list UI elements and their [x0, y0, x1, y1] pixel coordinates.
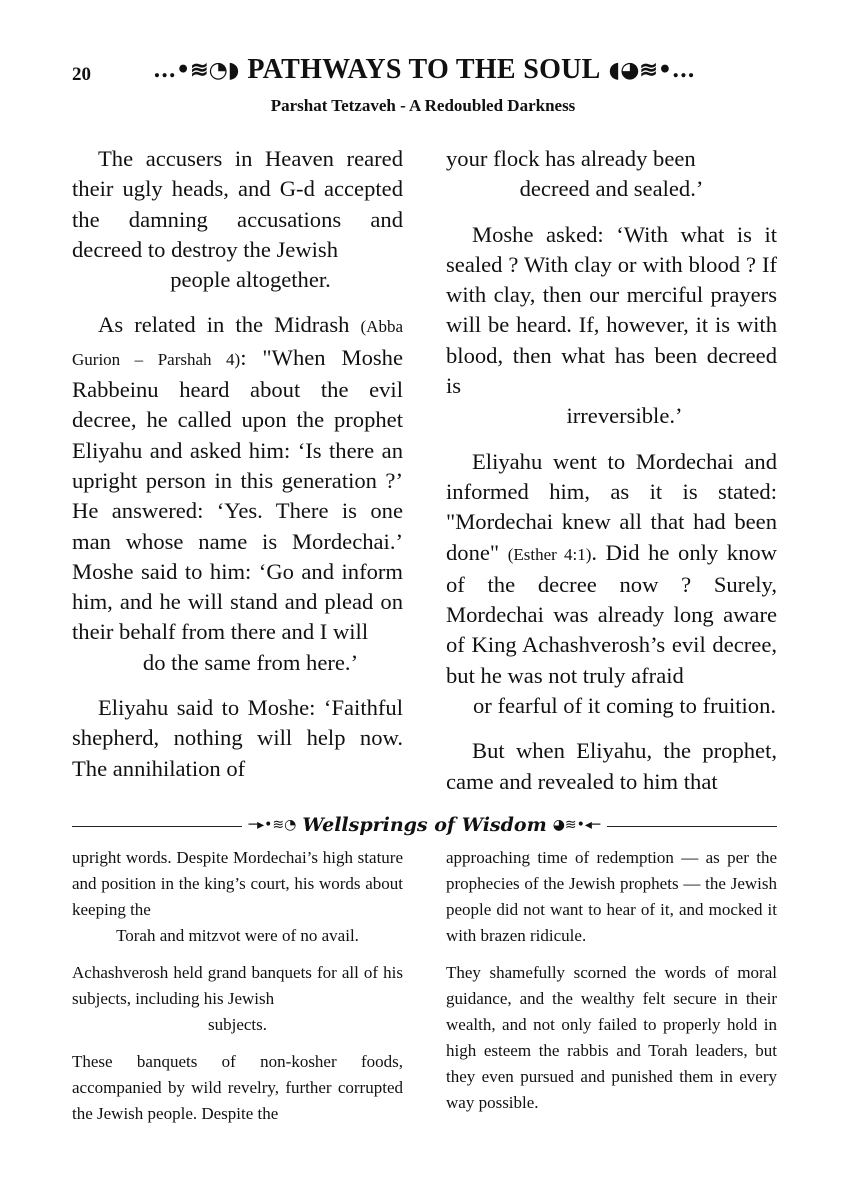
source-reference: (Abba Gurion – Parshah 4)	[72, 317, 403, 369]
paragraph-last-line: decreed and sealed.’	[519, 176, 704, 202]
wellsprings-right-column	[446, 845, 777, 1127]
paragraph-last-line: or fearful of it coming to fruition.	[472, 693, 777, 719]
ornament-right-icon: ◕≋•◂─	[552, 817, 601, 833]
main-text-right-column	[446, 144, 777, 812]
paragraph-text: your flock has already been	[446, 146, 696, 171]
paragraph	[446, 960, 777, 1116]
ornament-left-icon: ─▸•≋◔	[248, 817, 297, 833]
paragraph	[446, 736, 777, 797]
paragraph-text: Achashverosh held grand banquets for all of his subjects, including his Jewish	[72, 963, 403, 1008]
paragraph	[446, 447, 777, 722]
paragraph-text: As related in the Midrash	[98, 312, 361, 338]
paragraph-last-line: Torah and mitzvot were of no avail.	[116, 926, 359, 945]
wellsprings-left-column	[72, 845, 403, 1138]
paragraph-text: upright words. Despite Mordechai’s high stature and position in the king’s court, his words about keeping the	[72, 848, 403, 919]
wellsprings-title: Wellsprings of Wisdom	[302, 814, 547, 836]
chapter-subtitle: Parshat Tetzaveh - A Redoubled Darkness	[270, 96, 576, 115]
wellsprings-divider	[72, 810, 777, 840]
divider-rule-left	[72, 826, 242, 827]
divider-rule-right	[607, 826, 777, 827]
paragraph	[446, 144, 777, 205]
source-reference: (Esther 4:1)	[507, 544, 592, 564]
paragraph-text: approaching time of redemption — as per the prophecies of the Jewish prophets — the Jewish people did not want to hear of it, and mocked it with brazen ridicule.	[446, 848, 777, 945]
running-title	[132, 50, 716, 90]
paragraph-last-line: subjects.	[207, 1015, 268, 1034]
book-title: PATHWAYS TO THE SOUL	[247, 54, 601, 85]
paragraph	[72, 693, 403, 784]
paragraph-text: : "When Moshe Rabbeinu heard about the evil decree, he called upon the prophet Eliyahu and asked him: ‘Is there an upright person in this generation ?’ He answered: ‘Yes. There is one man whose name is Mordechai.’ Moshe said to him: ‘Go and inform him, and he will stand and plead on their behalf from there and I will	[72, 344, 403, 645]
main-text-left-column	[72, 144, 403, 799]
paragraph-text: They shamefully scorned the words of moral guidance, and the wealthy felt secure in their wealth, and not only failed to properly hold in high esteem the rabbis and Torah leaders, but they even pursued and punished them in every way possible.	[446, 963, 777, 1112]
paragraph-last-line: people altogether.	[170, 267, 331, 293]
paragraph-text: Moshe asked: ‘With what is it sealed ? With clay or with blood ? If with clay, then our merciful prayers will be heard. If, however, it is with blood, then what has been decreed is	[446, 221, 777, 399]
paragraph	[72, 310, 403, 678]
paragraph-text: But when Eliyahu, the prophet, came and revealed to him that	[446, 738, 777, 794]
paragraph	[72, 144, 403, 295]
paragraph	[446, 845, 777, 949]
paragraph-text: Eliyahu said to Moshe: ‘Faithful shepherd, nothing will help now. The annihilation of	[72, 695, 403, 781]
wellsprings-heading	[242, 810, 607, 840]
paragraph-text: These banquets of non-kosher foods, accompanied by wild revelry, further corrupted the Jewish people. Despite the	[72, 1052, 403, 1123]
paragraph	[72, 1049, 403, 1127]
paragraph	[72, 845, 403, 949]
paragraph-text: Eliyahu went to Mordechai and informed him, as it is stated: "Mordechai knew all that had been done"	[446, 448, 777, 565]
paragraph-text: The accusers in Heaven reared their ugly heads, and G-d accepted the damning accusations and decreed to destroy the Jewish	[72, 146, 403, 262]
page-header	[0, 50, 846, 90]
flourish-right-icon: ◖◕≋•...	[608, 57, 695, 83]
page-number: 20	[72, 64, 91, 85]
paragraph-last-line: do the same from here.’	[142, 649, 359, 675]
paragraph	[72, 960, 403, 1038]
paragraph	[446, 220, 777, 432]
paragraph-text: . Did he only know of the decree now ? Surely, Mordechai was already long aware of King Achashverosh’s evil decree, but he was not truly afraid	[446, 539, 777, 688]
flourish-left-icon: ...•≋◔◗	[153, 57, 240, 83]
paragraph-last-line: irreversible.’	[566, 403, 683, 429]
